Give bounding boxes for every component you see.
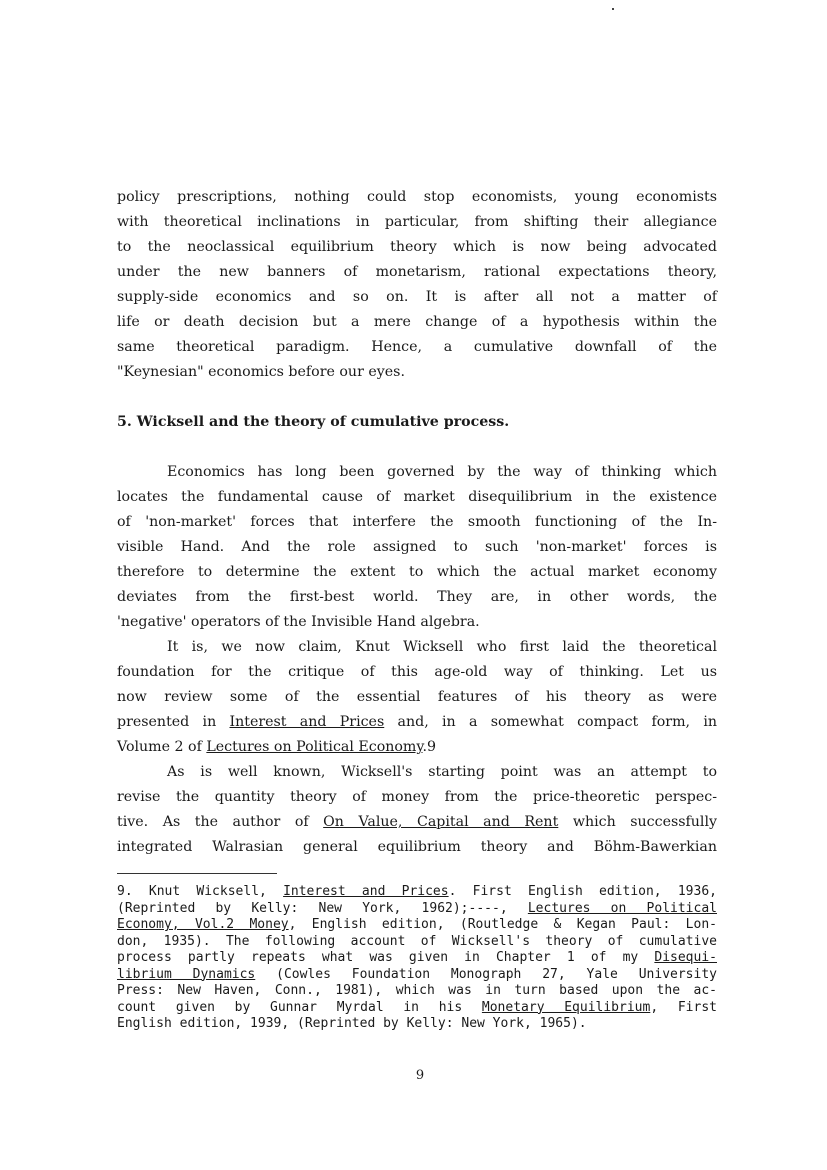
text-line: It is, we now claim, Knut Wicksell who first laid the theoretical — [167, 639, 717, 655]
text-line — [117, 735, 717, 760]
text-line: As is well known, Wicksell's starting point was an attempt to — [167, 764, 717, 780]
text-run: , English edition, (Routledge & Kegan Paul: Lon- — [288, 917, 717, 932]
footnote-title: Monetary Equilibrium — [481, 999, 651, 1015]
footnote-line: don, 1935). The following account of Wicksell's theory of cumulative — [117, 933, 717, 949]
text-line: of 'non-market' forces that interfere the smooth functioning of the In- — [117, 514, 717, 530]
text-line: deviates from the first-best world. They are, in other words, the — [117, 589, 717, 605]
text-run: tive. As the author of — [117, 814, 324, 830]
paragraph-gap — [117, 385, 717, 410]
text-run: . First English edition, 1936, — [448, 884, 717, 899]
text-line: 'negative' operators of the Invisible Hand algebra. — [117, 614, 480, 630]
page-number: 9 — [415, 1068, 425, 1083]
text-line: to the neoclassical equilibrium theory which is now being advocated — [117, 239, 717, 255]
footnote-title: librium Dynamics — [117, 966, 256, 982]
text-run: which successfully — [558, 814, 718, 830]
text-line: same theoretical paradigm. Hence, a cumulative downfall of the — [117, 339, 717, 355]
text-line: supply-side economics and so on. It is after all not a matter of — [117, 289, 717, 305]
section-heading: 5. Wicksell and the theory of cumulative process. — [117, 414, 510, 430]
text-line: with theoretical inclinations in particular, from shifting their allegiance — [117, 214, 717, 230]
footnote-line — [117, 967, 717, 984]
footnote-9 — [117, 884, 717, 1033]
paragraph-starting-point — [117, 760, 717, 860]
paragraph-economics-governed — [117, 460, 717, 635]
text-line: locates the fundamental cause of market disequilibrium in the existence — [117, 489, 717, 505]
footnote-title: Interest and Prices — [283, 884, 449, 899]
footnote-line: English edition, 1939, (Reprinted by Kelly: New York, 1965). — [117, 1016, 587, 1031]
book-title-interest-and-prices: Interest and Prices — [229, 714, 385, 730]
text-run: presented in — [117, 714, 230, 730]
footnote-line — [117, 950, 717, 967]
text-line: now review some of the essential features of his theory as were — [117, 689, 717, 705]
book-title-value-capital-rent: On Value, Capital and Rent — [323, 814, 559, 830]
footnote-line — [117, 901, 717, 918]
text-line: revise the quantity theory of money from the price-theoretic perspec- — [117, 789, 717, 805]
text-run: , First — [650, 999, 717, 1015]
text-line: under the new banners of monetarism, rational expectations theory, — [117, 264, 717, 280]
footnote-title: Lectures on Political — [527, 900, 717, 916]
text-run: process partly repeats what was given in Chapter 1 of my — [117, 950, 655, 965]
footnote-rule — [117, 873, 277, 874]
text-line — [117, 810, 717, 835]
footnote-title: Disequi- — [654, 950, 717, 965]
text-line: visible Hand. And the role assigned to such 'non-market' forces is — [117, 539, 717, 555]
text-line: integrated Walrasian general equilibrium theory and Böhm-Bawerkian — [117, 839, 717, 855]
footnote-line: Press: New Haven, Conn., 1981), which was in turn based upon the ac- — [117, 983, 717, 998]
paragraph-policy-prescriptions — [117, 185, 717, 385]
paragraph-gap — [117, 435, 717, 460]
footnote-line — [117, 884, 717, 901]
footnote-line — [117, 917, 717, 934]
text-line: life or death decision but a mere change of a hypothesis within the — [117, 314, 717, 330]
text-line: foundation for the critique of this age-old way of thinking. Let us — [117, 664, 717, 680]
text-run: (Cowles Foundation Monograph 27, Yale University — [255, 966, 717, 982]
text-run: count given by Gunnar Myrdal in his — [117, 999, 482, 1015]
book-title-lectures: Lectures on Political Economy — [206, 739, 423, 755]
text-line — [117, 710, 717, 735]
scan-speck — [612, 8, 614, 10]
text-run: and, in a somewhat compact form, in — [384, 714, 717, 730]
text-run: (Reprinted by Kelly: New York, 1962);----, — [117, 900, 528, 916]
body-text — [117, 185, 717, 860]
text-run: 9. Knut Wicksell, — [117, 884, 284, 899]
text-run: Volume 2 of — [117, 739, 207, 755]
text-line: policy prescriptions, nothing could stop economists, young economists — [117, 189, 717, 205]
text-line: therefore to determine the extent to which the actual market economy — [117, 564, 717, 580]
text-line: "Keynesian" economics before our eyes. — [117, 364, 405, 380]
paragraph-wicksell-claim — [117, 635, 717, 760]
footnote-title: Economy, Vol.2 Money — [117, 917, 289, 932]
text-run: .9 — [422, 739, 437, 755]
footnote-line — [117, 1000, 717, 1017]
text-line: Economics has long been governed by the way of thinking which — [167, 464, 717, 480]
